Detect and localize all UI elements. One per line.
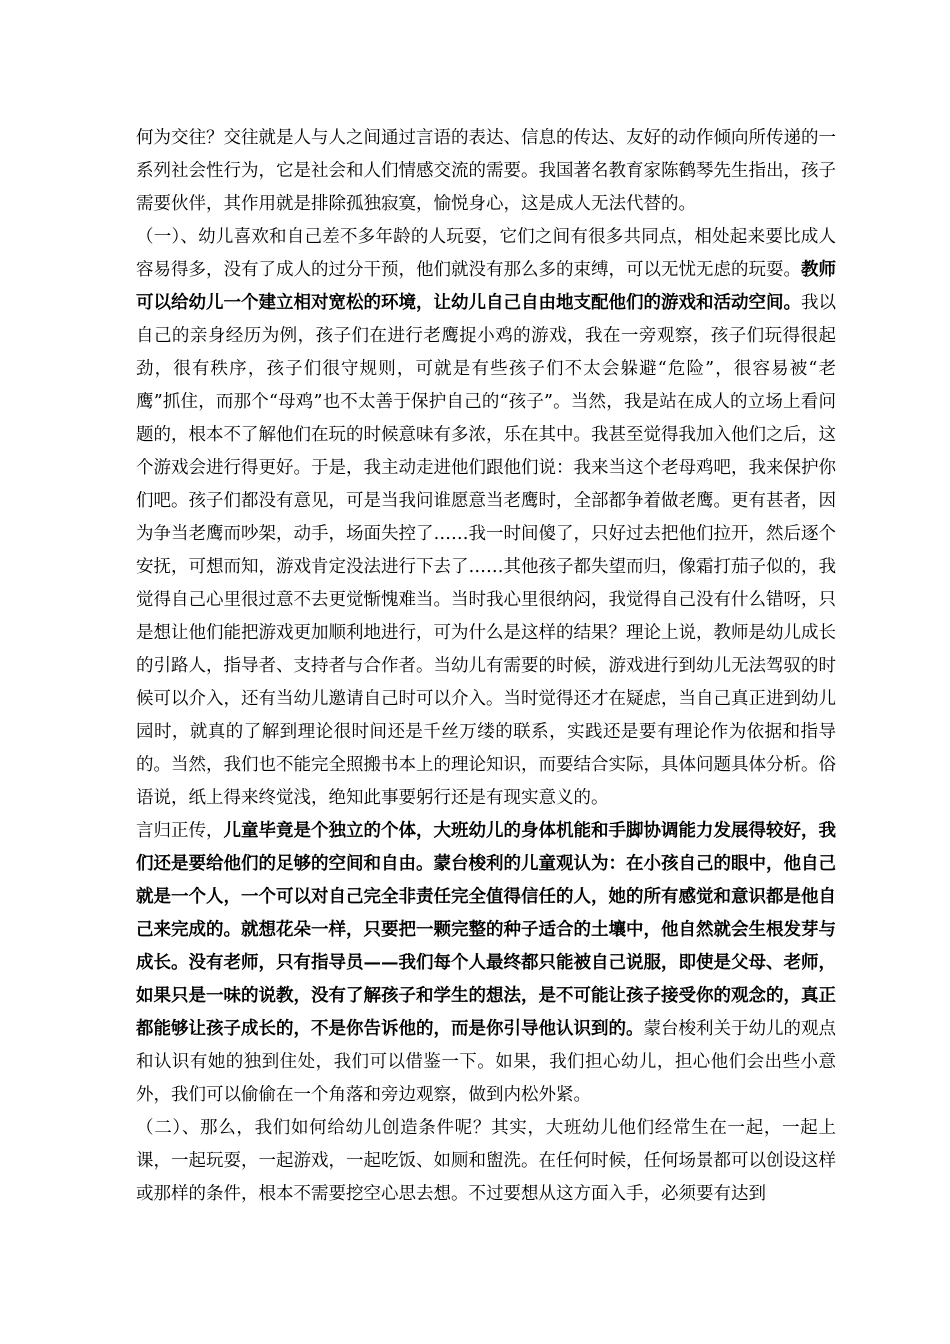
paragraph-section-two <box>136 1112 836 1211</box>
bold-text-run: 儿童毕竟是个独立的个体，大班幼儿的身体机能和手脚协调能力发展得较好，我们还是要给他们的足够的空间和自由。蒙台梭利的儿童观认为：在小孩自己的眼中，他自己就是一个人，一个可以对自己完全非责任完全值得信任的人，她的所有感觉和意识都是他自己来完成的。就想花朵一样，只要把一颗完整的种子适合的土壤中，他自然就会生根发芽与成长。没有老师，只有指导员——我们每个人最终都只能被自己说服，即使是父母、老师，如果只是一味的说教，没有了解孩子和学生的想法，是不可能让孩子接受你的观念的，真正都能够让孩子成长的，不是你告诉他的，而是你引导他认识到的。 <box>136 821 836 1039</box>
text-run: 何为交往？交往就是人与人之间通过言语的表达、信息的传达、友好的动作倾向所传递的一系列社会性行为，它是社会和人们情感交流的需要。我国著名教育家陈鹤琴先生指出，孩子需要伙伴，其作用就是排除孤独寂寞，愉悦身心，这是成人无法代替的。 <box>136 128 836 214</box>
text-run: （二）、那么，我们如何给幼儿创造条件呢？其实，大班幼儿他们经常生在一起，一起上课，一起玩耍，一起游戏，一起吃饭、如厕和盥洗。在任何时候，任何场景都可以创设这样或那样的条件，根本不需要挖空心思去想。不过要想从这方面入手，必须要有达到 <box>136 1118 836 1204</box>
text-run: 言归正传， <box>136 821 224 841</box>
document-body <box>136 122 836 1211</box>
paragraph-intro <box>136 122 836 221</box>
paragraph-montessori <box>136 815 836 1112</box>
bold-text-run: 教师可以给幼儿一个建立相对宽松的环境，让幼儿自己自由地支配他们的游戏和活动空间。 <box>136 260 836 313</box>
paragraph-section-one <box>136 221 836 815</box>
text-run: 蒙台梭利关于幼儿的观点和认识有她的独到住处，我们可以借鉴一下。如果，我们担心幼儿，担心他们会出些小意外，我们可以偷偷在一个角落和旁边观察，做到内松外紧。 <box>136 1019 836 1105</box>
text-run: 我以自己的亲身经历为例，孩子们在进行老鹰捉小鸡的游戏，我在一旁观察，孩子们玩得很起劲，很有秩序，孩子们很守规则，可就是有些孩子们不太会躲避“危险”，很容易被“老鹰”抓住，而那个“母鸡”也不太善于保护自己的“孩子”。当然，我是站在成人的立场上看问题的，根本不了解他们在玩的时候意味有多浓，乐在其中。我甚至觉得我加入他们之后，这个游戏会进行得更好。于是，我主动走进他们跟他们说：我来当这个老母鸡吧，我来保护你们吧。孩子们都没有意见，可是当我问谁愿意当老鹰时，全部都争着做老鹰。更有甚者，因为争当老鹰而吵架，动手，场面失控了……我一时间傻了，只好过去把他们拉开，然后逐个安抚，可想而知，游戏肯定没法进行下去了……其他孩子都失望而归，像霜打茄子似的，我觉得自己心里很过意不去更觉惭愧难当。当时我心里很纳闷，我觉得自己没有什么错呀，只是想让他们能把游戏更加顺利地进行，可为什么是这样的结果？理论上说，教师是幼儿成长的引路人，指导者、支持者与合作者。当幼儿有需要的时候，游戏进行到幼儿无法驾驭的时候可以介入，还有当幼儿邀请自己时可以介入。当时觉得还才在疑虑，当自己真正进到幼儿园时，就真的了解到理论很时间还是千丝万缕的联系，实践还是要有理论作为依据和指导的。当然，我们也不能完全照搬书本上的理论知识，而要结合实际，具体问题具体分析。俗语说，纸上得来终觉浅，绝知此事要躬行还是有现实意义的。 <box>136 293 836 808</box>
text-run: （一）、幼儿喜欢和自己差不多年龄的人玩耍，它们之间有很多共同点，相处起来要比成人容易得多，没有了成人的过分干预，他们就没有那么多的束缚，可以无忧无虑的玩耍。 <box>136 227 836 280</box>
